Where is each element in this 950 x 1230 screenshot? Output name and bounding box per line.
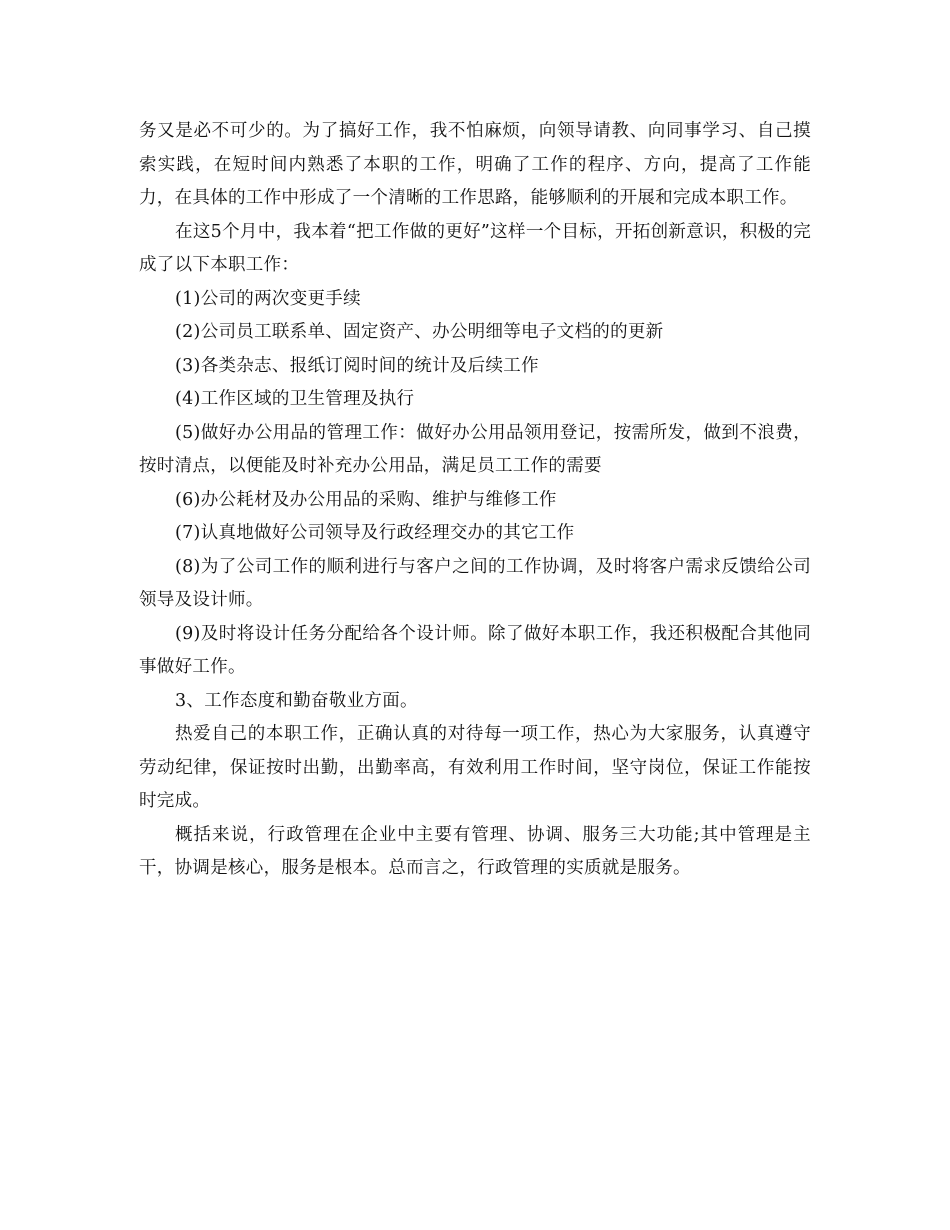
- document-body: [139, 115, 811, 886]
- paragraph-continuation: 务又是必不可少的。为了搞好工作，我不怕麻烦，向领导请教、向同事学习、自己摸索实践，在短时间内熟悉了本职的工作，明确了工作的程序、方向，提高了工作能力，在具体的工作中形成了一个清晰的工作思路，能够顺利的开展和完成本职工作。: [139, 121, 811, 208]
- list-item-9: (9)及时将设计任务分配给各个设计师。除了做好本职工作，我还积极配合其他同事做好工作。: [139, 623, 811, 677]
- list-item-1: (1)公司的两次变更手续: [175, 288, 361, 309]
- list-item-8: (8)为了公司工作的顺利进行与客户之间的工作协调，及时将客户需求反馈给公司领导及设计师。: [139, 556, 811, 610]
- list-item-2: (2)公司员工联系单、固定资产、办公明细等电子文档的的更新: [175, 322, 664, 342]
- section-heading-work-attitude: 3、工作态度和勤奋敬业方面。: [175, 690, 418, 711]
- paragraph-work-attitude: 热爱自己的本职工作，正确认真的对待每一项工作，热心为大家服务，认真遵守劳动纪律，保证按时出勤，出勤率高，有效利用工作时间，坚守岗位，保证工作能按时完成。: [139, 724, 811, 811]
- paragraph-summary: 概括来说，行政管理在企业中主要有管理、协调、服务三大功能;其中管理是主干，协调是核心，服务是根本。总而言之，行政管理的实质就是服务。: [139, 824, 811, 878]
- list-item-4: (4)工作区域的卫生管理及执行: [175, 389, 415, 409]
- list-item-7: (7)认真地做好公司领导及行政经理交办的其它工作: [175, 523, 575, 543]
- list-item-6: (6)办公耗材及办公用品的采购、维护与维修工作: [175, 489, 557, 510]
- paragraph-five-months-intro: 在这5个月中，我本着“把工作做的更好”这样一个目标，开拓创新意识，积极的完成了以下本职工作：: [139, 221, 811, 275]
- list-item-5: (5)做好办公用品的管理工作：做好办公用品领用登记，按需所发，做到不浪费，按时清点，以便能及时补充办公用品，满足员工工作的需要: [139, 422, 811, 476]
- list-item-3: (3)各类杂志、报纸订阅时间的统计及后续工作: [175, 355, 539, 376]
